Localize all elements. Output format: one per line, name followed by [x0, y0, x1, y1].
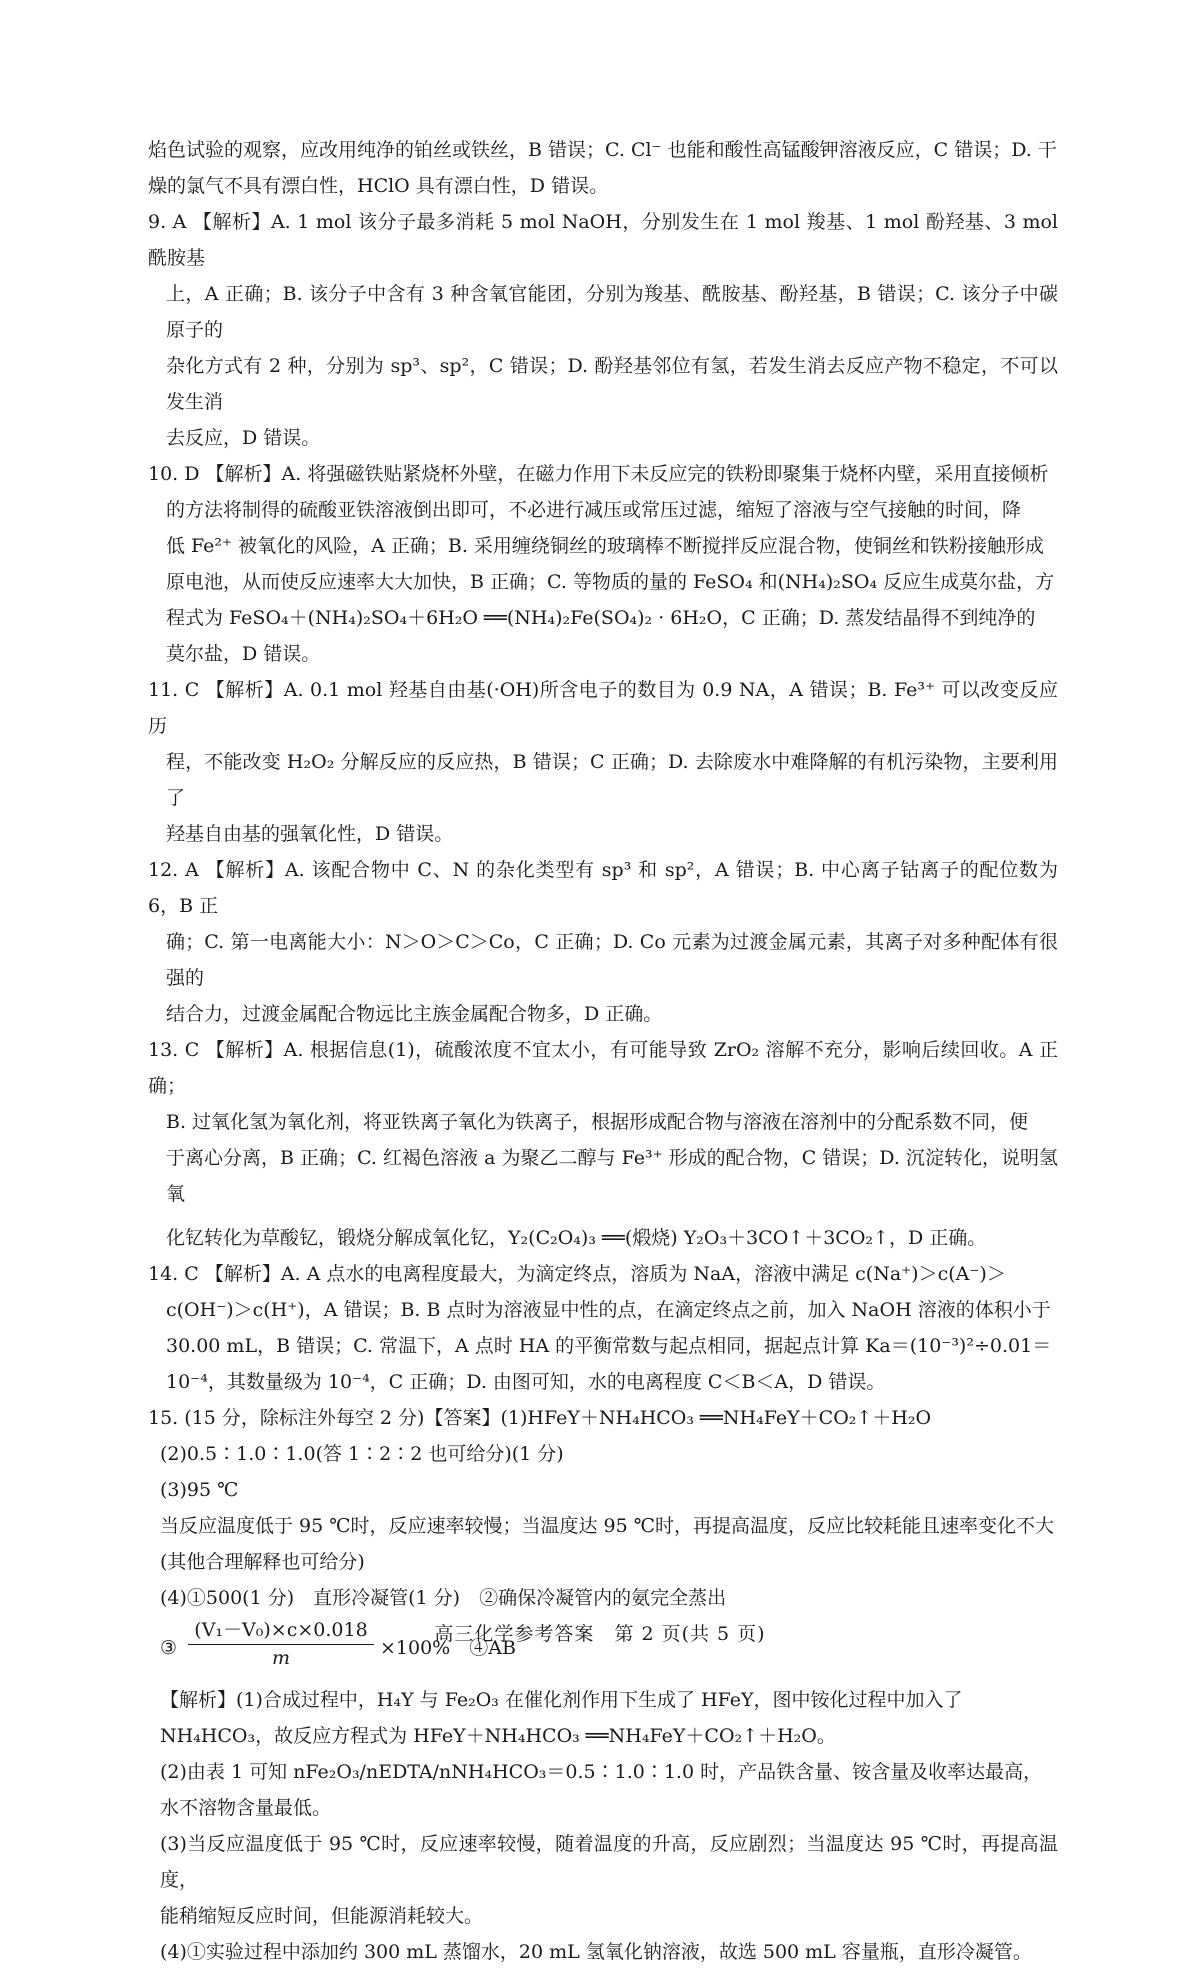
- analysis-line: 【解析】(1)合成过程中，H₄Y 与 Fe₂O₃ 在催化剂作用下生成了 HFeY，图中铵化过程中加入了: [160, 1689, 963, 1711]
- text-line: c(OH⁻)＞c(H⁺)，A 错误；B. B 点时为溶液显中性的点，在滴定终点之前，加入 NaOH 溶液的体积小于: [166, 1299, 1051, 1321]
- question-13-line: 13. C 【解析】A. 根据信息(1)，硫酸浓度不宜太小，有可能导致 ZrO₂ 溶解不充分，影响后续回收。A 正确；: [148, 1039, 1058, 1097]
- text-line: 程式为 FeSO₄＋(NH₄)₂SO₄＋6H₂O ══(NH₄)₂Fe(SO₄)₂ · 6H₂O，C 正确；D. 蒸发结晶得不到纯净的: [166, 607, 1036, 629]
- answer-line: (4)①500(1 分) 直形冷凝管(1 分) ②确保冷凝管内的氨完全蒸出: [160, 1587, 727, 1609]
- analysis-line: NH₄HCO₃，故反应方程式为 HFeY＋NH₄HCO₃ ══NH₄FeY＋CO₂↑＋H₂O。: [160, 1725, 836, 1747]
- question-11-line: 11. C 【解析】A. 0.1 mol 羟基自由基(·OH)所含电子的数目为 0.9 NA，A 错误；B. Fe³⁺ 可以改变反应历: [148, 679, 1058, 737]
- question-15-line: 15. (15 分，除标注外每空 2 分)【答案】(1)HFeY＋NH₄HCO₃ ══NH₄FeY＋CO₂↑＋H₂O: [148, 1407, 932, 1429]
- text-line: 燥的氯气不具有漂白性，HClO 具有漂白性，D 错误。: [148, 175, 609, 197]
- answer-line: (3)95 ℃: [160, 1479, 239, 1501]
- text-line: 莫尔盐，D 错误。: [166, 643, 321, 665]
- circle-number: ③: [160, 1637, 178, 1659]
- text-line: 30.00 mL，B 错误；C. 常温下，A 点时 HA 的平衡常数与起点相同，据起点计算 Ka＝(10⁻³)²÷0.01＝: [166, 1335, 1052, 1357]
- fraction-numerator: (V₁－V₀)×c×0.018: [194, 1619, 368, 1641]
- text-line: 原电池，从而使反应速率大大加快，B 正确；C. 等物质的量的 FeSO₄ 和(NH₄)₂SO₄ 反应生成莫尔盐，方: [166, 571, 1055, 593]
- question-9-line: 9. A 【解析】A. 1 mol 该分子最多消耗 5 mol NaOH，分别发生在 1 mol 羧基、1 mol 酚羟基、3 mol 酰胺基: [148, 211, 1058, 269]
- page-footer: 高三化学参考答案 第 2 页(共 5 页): [434, 1623, 766, 1645]
- text-line: 确；C. 第一电离能大小：N＞O＞C＞Co，C 正确；D. Co 元素为过渡金属元素，其离子对多种配体有很强的: [166, 931, 1058, 989]
- text-line: 的方法将制得的硫酸亚铁溶液倒出即可，不必进行减压或常压过滤，缩短了溶液与空气接触的时间，降: [166, 499, 1022, 521]
- text-line: 结合力，过渡金属配合物远比主族金属配合物多，D 正确。: [166, 1003, 663, 1025]
- text-line: 去反应，D 错误。: [166, 427, 321, 449]
- text-line: B. 过氧化氢为氧化剂，将亚铁离子氧化为铁离子，根据形成配合物与溶液在溶剂中的分配系数不同，便: [166, 1111, 1029, 1133]
- analysis-line: (2)由表 1 可知 nFe₂O₃/nEDTA/nNH₄HCO₃＝0.5∶1.0∶1.0 时，产品铁含量、铵含量及收率达最高，: [160, 1761, 1043, 1783]
- formula-suffix: ×100% ④AB: [380, 1637, 516, 1659]
- text-line: 焰色试验的观察，应改用纯净的铂丝或铁丝，B 错误；C. Cl⁻ 也能和酸性高锰酸钾溶液反应，C 错误；D. 干: [148, 139, 1057, 161]
- analysis-line: (3)当反应温度低于 95 ℃时，反应速率较慢，随着温度的升高，反应剧烈；当温度达 95 ℃时，再提高温度，: [160, 1833, 1058, 1891]
- text-line: 低 Fe²⁺ 被氧化的风险，A 正确；B. 采用缠绕铜丝的玻璃棒不断搅拌反应混合物，使铜丝和铁粉接触形成: [166, 535, 1044, 557]
- text-line: 于离心分离，B 正确；C. 红褐色溶液 a 为聚乙二醇与 Fe³⁺ 形成的配合物，C 错误；D. 沉淀转化，说明氢氧: [166, 1147, 1058, 1205]
- text-line: 程，不能改变 H₂O₂ 分解反应的反应热，B 错误；C 正确；D. 去除废水中难降解的有机污染物，主要利用了: [166, 751, 1058, 809]
- analysis-line: 能稍缩短反应时间，但能源消耗较大。: [160, 1905, 484, 1927]
- question-14-line: 14. C 【解析】A. A 点水的电离程度最大，为滴定终点，溶质为 NaA，溶液中满足 c(Na⁺)＞c(A⁻)＞: [148, 1263, 1006, 1285]
- answer-line: (2)0.5∶1.0∶1.0(答 1∶2∶2 也可给分)(1 分): [160, 1443, 564, 1465]
- answer-line: 当反应温度低于 95 ℃时，反应速率较慢；当温度达 95 ℃时，再提高温度，反应比较耗能且速率变化不大: [160, 1515, 1055, 1537]
- text-line: 10⁻⁴，其数量级为 10⁻⁴，C 正确；D. 由图可知，水的电离程度 C＜B＜A，D 错误。: [166, 1371, 886, 1393]
- text-line: 化钇转化为草酸钇，锻烧分解成氧化钇，Y₂(C₂O₄)₃ ══(煅烧) Y₂O₃＋3CO↑＋3CO₂↑，D 正确。: [166, 1227, 987, 1249]
- question-12-line: 12. A 【解析】A. 该配合物中 C、N 的杂化类型有 sp³ 和 sp²，A 错误；B. 中心离子钴离子的配位数为 6，B 正: [148, 859, 1058, 917]
- text-line: 上，A 正确；B. 该分子中含有 3 种含氧官能团，分别为羧基、酰胺基、酚羟基，B 错误；C. 该分子中碳原子的: [166, 283, 1058, 341]
- analysis-line: (4)①实验过程中添加约 300 mL 蒸馏水，20 mL 氢氧化钠溶液，故选 500 mL 容量瓶，直形冷凝管。: [160, 1941, 1032, 1963]
- text-line: 杂化方式有 2 种，分别为 sp³、sp²，C 错误；D. 酚羟基邻位有氢，若发生消去反应产物不稳定，不可以发生消: [166, 355, 1058, 413]
- answer-content: [148, 132, 1058, 1970]
- fraction-denominator: m: [271, 1647, 291, 1669]
- analysis-line: 水不溶物含量最低。: [160, 1797, 332, 1819]
- question-10-line: 10. D 【解析】A. 将强磁铁贴紧烧杯外壁，在磁力作用下未反应完的铁粉即聚集于烧杯内壁，采用直接倾析: [148, 463, 1049, 485]
- answer-line: (其他合理解释也可给分): [160, 1551, 365, 1573]
- text-line: 羟基自由基的强氧化性，D 错误。: [166, 823, 454, 845]
